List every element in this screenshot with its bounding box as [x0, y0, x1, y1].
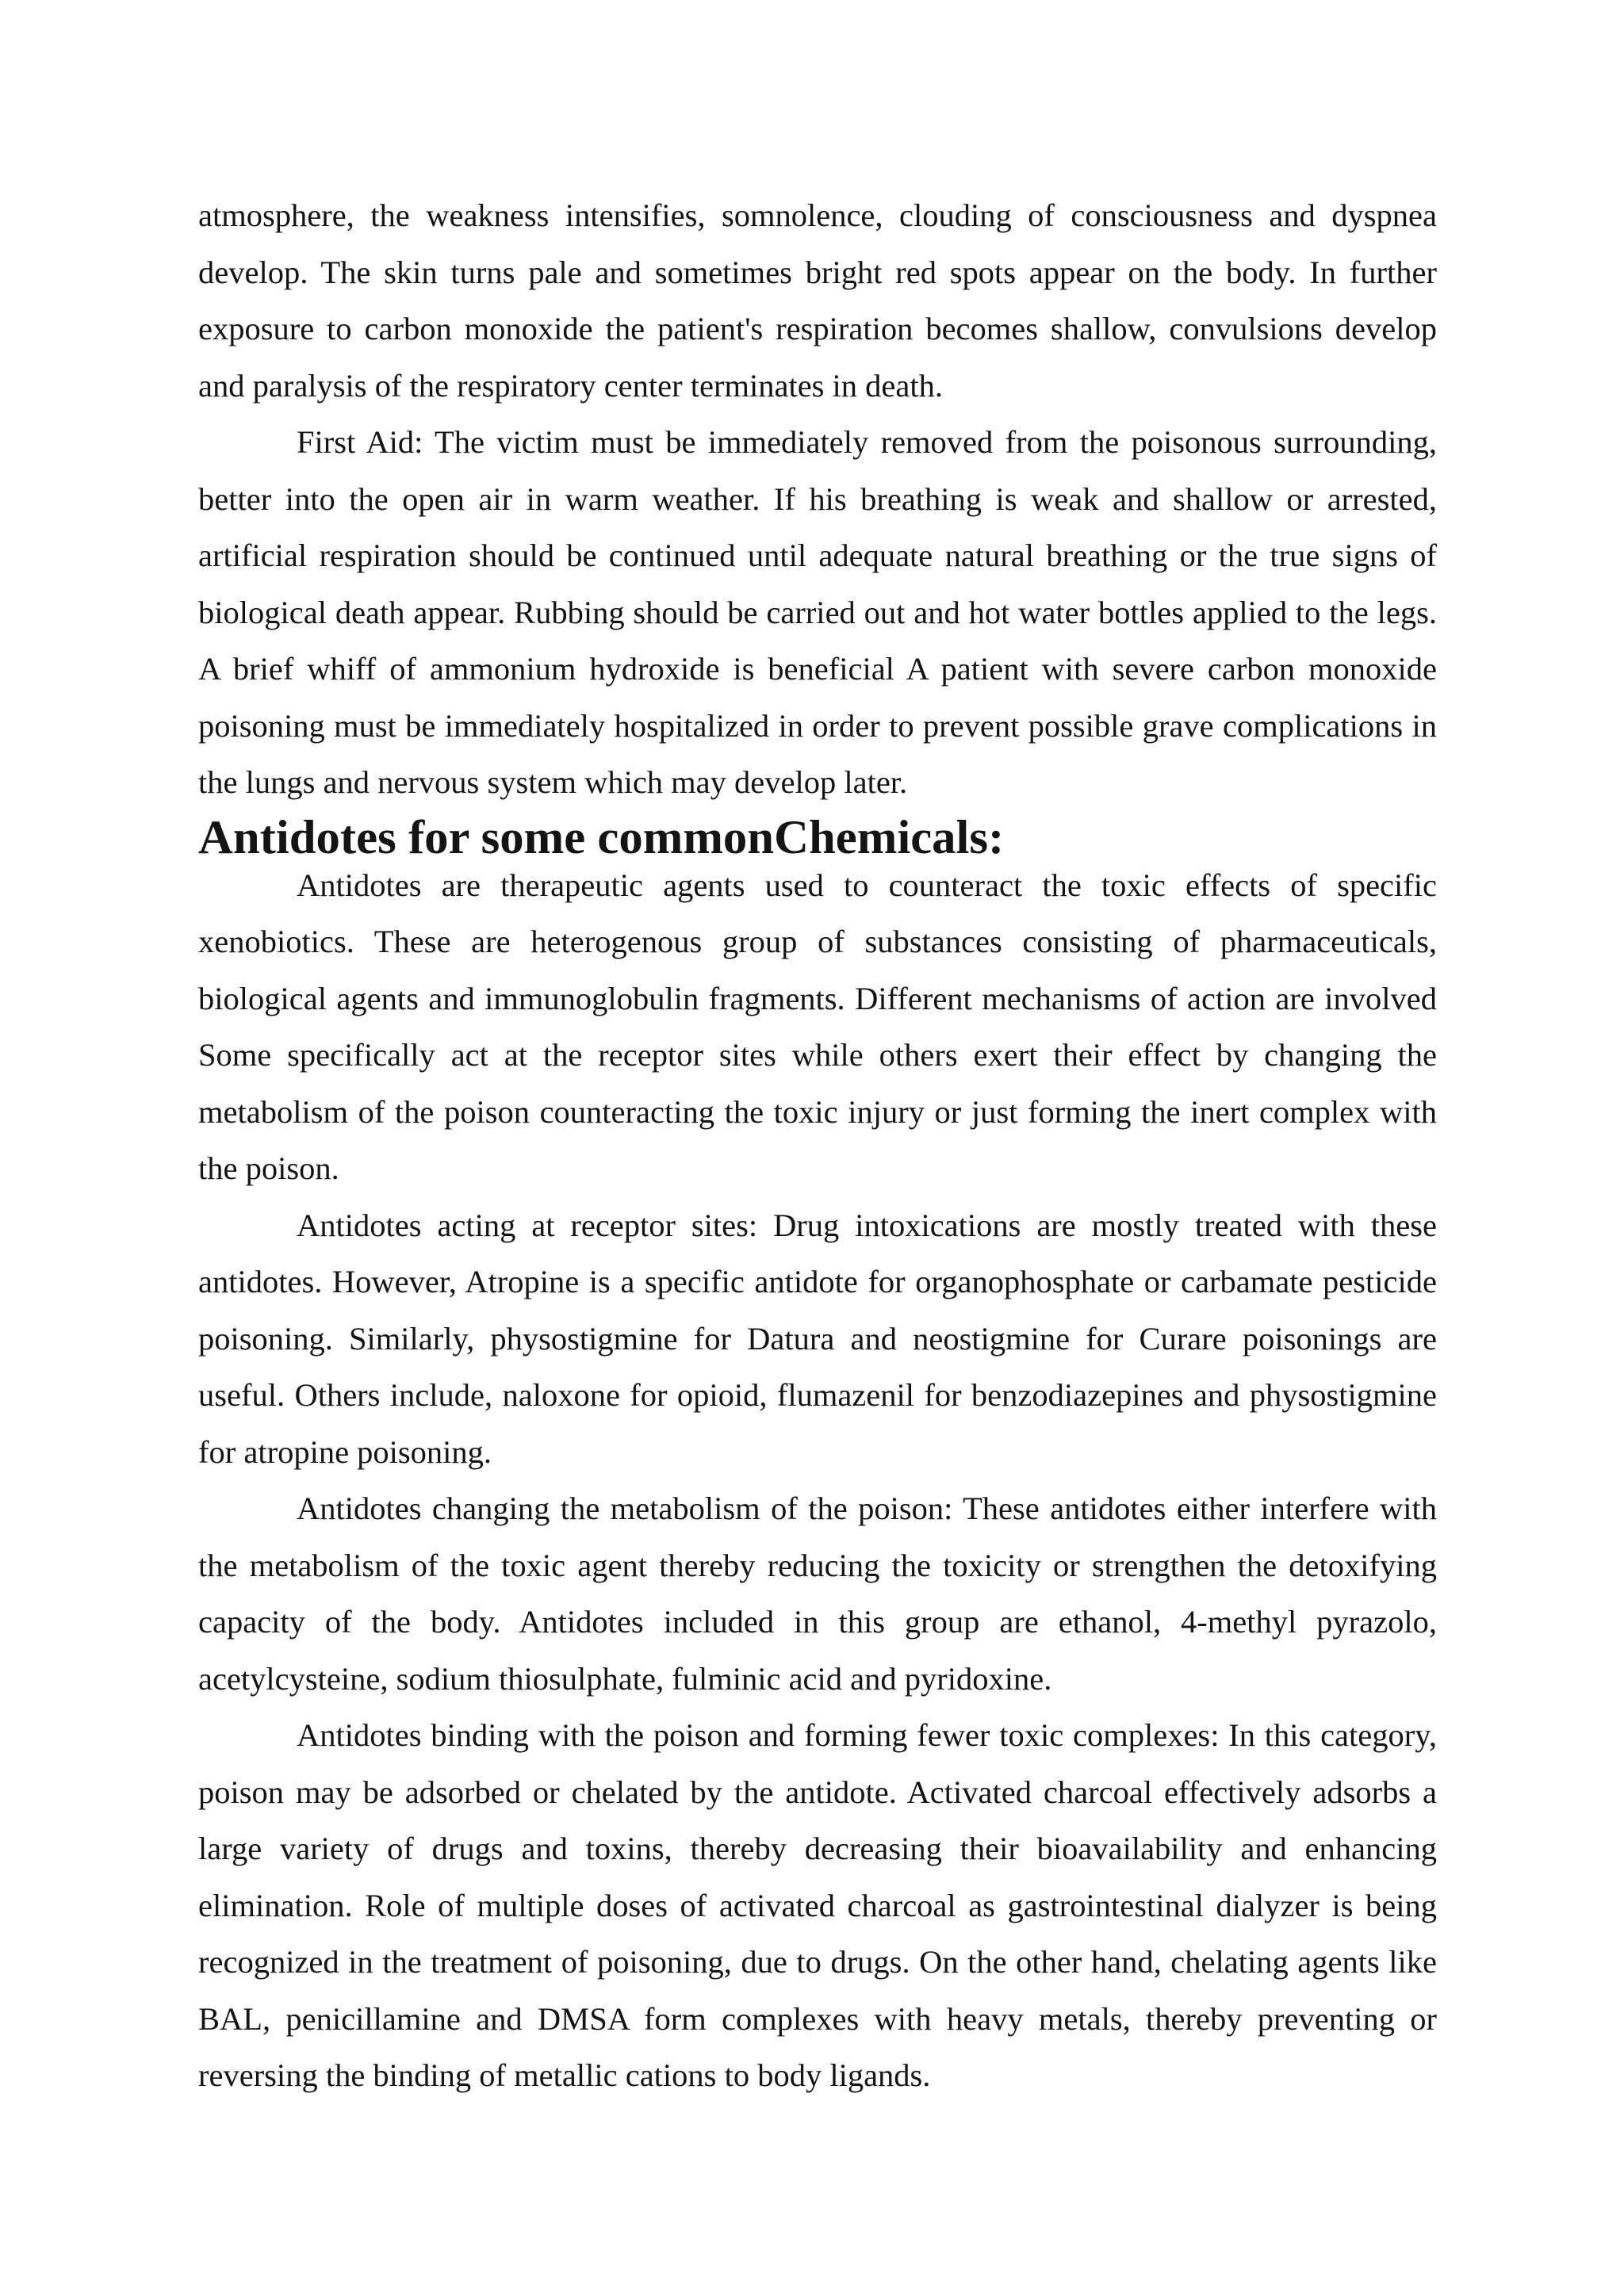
paragraph-metabolism-antidotes: Antidotes changing the metabolism of the poison: These antidotes either interfere with the metabolism of the toxic agent thereby reducing the toxicity or strengthen the detoxifying capacity of the body. Antidotes included in this group are ethanol, 4-methyl pyrazolo, acetylcysteine, sodium thiosulphate, fulminic acid and pyridoxine. [198, 1490, 1437, 1697]
paragraph-binding-antidotes: Antidotes binding with the poison and forming fewer toxic complexes: In this category, poison may be adsorbed or chelated by the antidote. Activated charcoal effectively adsorbs a large variety of drugs and toxins, thereby decreasing their bioavailability and enhancing elimination. Role of multiple doses of activated charcoal as gastrointestinal dialyzer is being recognized in the treatment of poisoning, due to drugs. On the other hand, chelating agents like BAL, penicillamine and DMSA form complexes with heavy metals, thereby preventing or reversing the binding of metallic cations to body ligands. [198, 1717, 1437, 2093]
paragraph-receptor-antidotes: Antidotes acting at receptor sites: Drug intoxications are mostly treated with these antidotes. However, Atropine is a specific antidote for organophosphate or carbamate pesticide poisoning. Similarly, physostigmine for Datura and neostigmine for Curare poisonings are useful. Others include, naloxone for opioid, flumazenil for benzodiazepines and physostigmine for atropine poisoning. [198, 1207, 1437, 1470]
section-heading-antidotes: Antidotes for some commonChemicals: [198, 810, 1005, 864]
paragraph-antidotes-intro: Antidotes are therapeutic agents used to counteract the toxic effects of specific xenobiotics. These are heterogenous group of substances consisting of pharmaceuticals, biological agents and immunoglobulin fragments. Different mechanisms of action are involved Some specifically act at the receptor sites while others exert their effect by changing the metabolism of the poison counteracting the toxic injury or just forming the inert complex with the poison. [198, 867, 1437, 1186]
document-page [198, 187, 1437, 2104]
paragraph-carbon-monoxide-symptoms: atmosphere, the weakness intensifies, somnolence, clouding of consciousness and dyspnea develop. The skin turns pale and sometimes bright red spots appear on the body. In further exposure to carbon monoxide the patient's respiration becomes shallow, convulsions develop and paralysis of the respiratory center terminates in death. [198, 197, 1437, 404]
paragraph-first-aid: First Aid: The victim must be immediately removed from the poisonous surrounding, better into the open air in warm weather. If his breathing is weak and shallow or arrested, artificial respiration should be continued until adequate natural breathing or the true signs of biological death appear. Rubbing should be carried out and hot water bottles applied to the legs. A brief whiff of ammonium hydroxide is beneficial A patient with severe carbon monoxide poisoning must be immediately hospitalized in order to prevent possible grave complications in the lungs and nervous system which may develop later. [198, 424, 1437, 800]
